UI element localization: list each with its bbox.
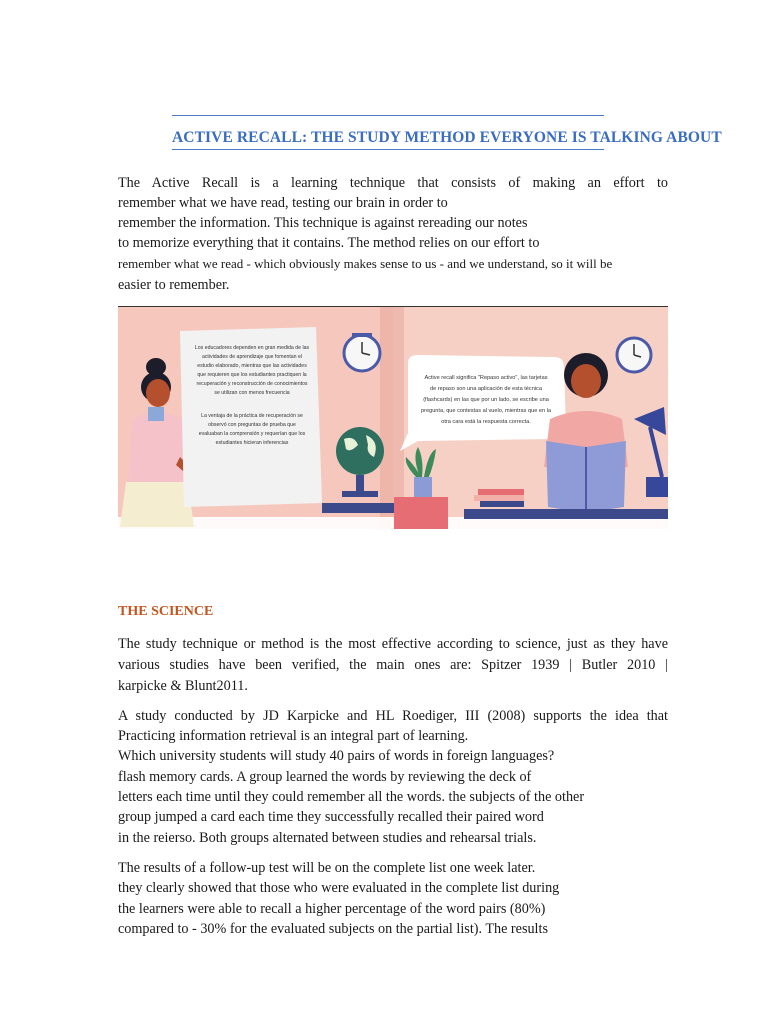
right-bubble-lines-line: Active recall significa "Repaso activo", las tarjetas <box>424 375 548 381</box>
left-note-lines-line: La ventaja de la práctica de recuperación se <box>201 413 303 419</box>
intro-line: remember what we read - which obviously makes sense to us - and we understand, so it will be <box>118 256 613 271</box>
science-p3-line: compared to - 30% for the evaluated subjects on the partial list). The results <box>118 921 548 937</box>
science-p3-line: The results of a follow-up test will be on the complete list one week later. <box>118 860 536 876</box>
left-note-lines-line: Los educadores dependen en gran medida de las <box>194 345 310 351</box>
left-note-lines-line: se utilizan con menos frecuencia <box>214 390 290 396</box>
science-p3-line: the learners were able to recall a higher percentage of the word pairs (80%) <box>118 901 546 917</box>
right-desk <box>464 509 668 519</box>
science-p1-line: karpicke & Blunt2011. <box>118 678 248 694</box>
books-icon <box>474 489 524 507</box>
left-person-collar <box>148 407 164 421</box>
science-p2-line: group jumped a card each time they successfully recalled their paired word <box>118 809 544 825</box>
right-bubble-lines-line: de repaso son una aplicación de esta técnica <box>430 386 542 392</box>
left-note-lines-line: evaluaban la comprensión y requerían que los <box>198 431 306 437</box>
science-p1-line: various studies have been verified, the main ones are: Spitzer 1939 | Butler 2010 | <box>118 657 668 673</box>
left-note-lines-line: estudiantes hicieran inferencias <box>215 440 289 446</box>
science-p2-line: in the reierso. Both groups alternated between studies and rehearsal trials. <box>118 830 537 846</box>
intro-line: easier to remember. <box>118 277 230 293</box>
left-person-face <box>146 379 170 407</box>
left-note-lines-line: recuperación y reconstrucción de conocimientos <box>196 381 308 387</box>
intro-line: to memorize everything that it contains. The method relies on our effort to <box>118 235 540 251</box>
page-title: ACTIVE RECALL: THE STUDY METHOD EVERYONE IS TALKING ABOUT <box>172 129 722 146</box>
science-p2-line: letters each time until they could remember all the words. the subjects of the other <box>118 789 585 805</box>
right-bubble-lines-line: otra cara está la respuesta correcta. <box>441 419 531 425</box>
left-note-lines-line: estudio elaborado, mientras que las actividades <box>197 363 307 369</box>
left-desk-drawer <box>394 497 448 529</box>
intro-line: remember the information. This technique is against rereading our notes <box>118 215 528 231</box>
page-fold <box>380 307 404 529</box>
science-p1-line: The study technique or method is the most effective according to science, just as they have <box>118 636 668 652</box>
clock-icon <box>344 333 380 371</box>
left-note-lines-line: observó con preguntas de prueba que <box>208 422 296 428</box>
right-person-face <box>571 364 601 398</box>
science-p2-line: flash memory cards. A group learned the words by reviewing the deck of <box>118 769 532 785</box>
science-heading: THE SCIENCE <box>118 604 214 619</box>
clock-icon <box>617 338 651 372</box>
science-p2-line: Practicing information retrieval is an integral part of learning. <box>118 728 469 744</box>
left-note <box>180 327 322 507</box>
intro-line: remember what we have read, testing our brain in order to <box>118 195 448 211</box>
left-note-lines-line: que requieren que los estudiantes practiquen la <box>197 372 307 378</box>
right-speech-bubble <box>400 355 566 451</box>
title-rule-top <box>172 115 604 116</box>
intro-line: The Active Recall is a learning technique that consists of making an effort to <box>118 175 668 191</box>
left-person-shirt <box>128 412 188 487</box>
left-note-lines-line: actividades de aprendizaje que fomentan el <box>201 354 303 360</box>
right-bubble-lines-line: pregunta, que contestas al vuelo, mientras que en la <box>421 408 551 414</box>
title-rule-bottom <box>172 149 604 150</box>
science-p2-line: A study conducted by JD Karpicke and HL Roediger, III (2008) supports the idea that <box>118 708 668 724</box>
left-person-skirt <box>120 482 194 527</box>
active-recall-illustration <box>118 306 668 529</box>
science-p3-line: they clearly showed that those who were evaluated in the complete list during <box>118 880 560 896</box>
science-p2-line: Which university students will study 40 pairs of words in foreign languages? <box>118 748 555 764</box>
right-bubble-lines-line: (flashcards) en las que por un lado, se escribe una <box>423 397 549 403</box>
